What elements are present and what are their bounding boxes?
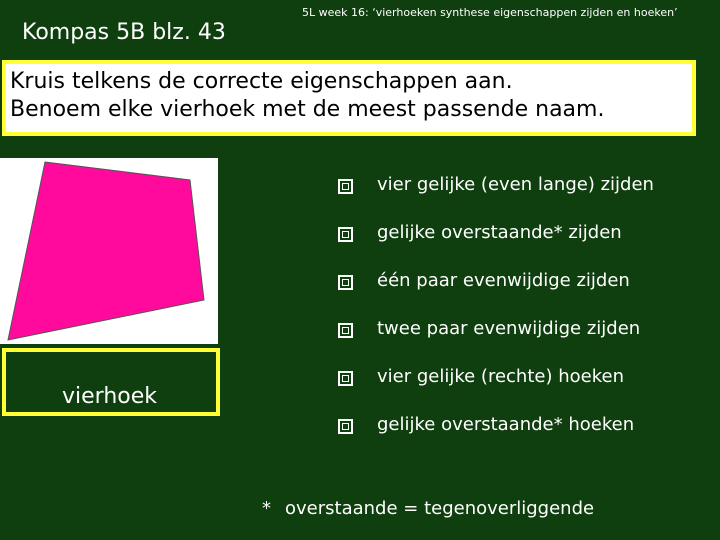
instruction-line-1: Kruis telkens de correcte eigenschappen aan.	[10, 69, 513, 94]
property-label: één paar evenwijdige zijden	[377, 270, 630, 291]
property-label: gelijke overstaande* zijden	[377, 222, 622, 243]
property-item[interactable]	[338, 174, 654, 222]
footnote-text: overstaande = tegenoverliggende	[285, 498, 595, 519]
quadrilateral-shape	[8, 162, 204, 340]
answer-name: vierhoek	[62, 384, 158, 409]
property-label: vier gelijke (rechte) hoeken	[377, 366, 624, 387]
checkbox[interactable]	[338, 371, 353, 386]
property-label: gelijke overstaande* hoeken	[377, 414, 635, 435]
checkbox[interactable]	[338, 419, 353, 434]
checkbox[interactable]	[338, 323, 353, 338]
property-item[interactable]	[338, 270, 654, 318]
lesson-title: 5L week 16: ‘vierhoeken synthese eigenschappen zijden en hoeken’	[302, 6, 678, 19]
property-item[interactable]	[338, 414, 654, 462]
answer-name-box[interactable]	[2, 348, 220, 416]
property-checklist	[338, 174, 654, 462]
checkbox[interactable]	[338, 227, 353, 242]
instruction-line-2: Benoem elke vierhoek met de meest passende naam.	[10, 97, 605, 122]
property-label: vier gelijke (even lange) zijden	[377, 174, 654, 195]
footnote	[262, 498, 594, 519]
property-item[interactable]	[338, 366, 654, 414]
book-reference: Kompas 5B blz. 43	[22, 20, 226, 45]
checkbox[interactable]	[338, 179, 353, 194]
property-item[interactable]	[338, 222, 654, 270]
checkbox[interactable]	[338, 275, 353, 290]
quadrilateral-svg	[0, 158, 218, 344]
property-item[interactable]	[338, 318, 654, 366]
quadrilateral-figure	[0, 158, 218, 344]
instruction-box	[2, 60, 696, 136]
footnote-marker: *	[262, 498, 271, 519]
property-label: twee paar evenwijdige zijden	[377, 318, 641, 339]
